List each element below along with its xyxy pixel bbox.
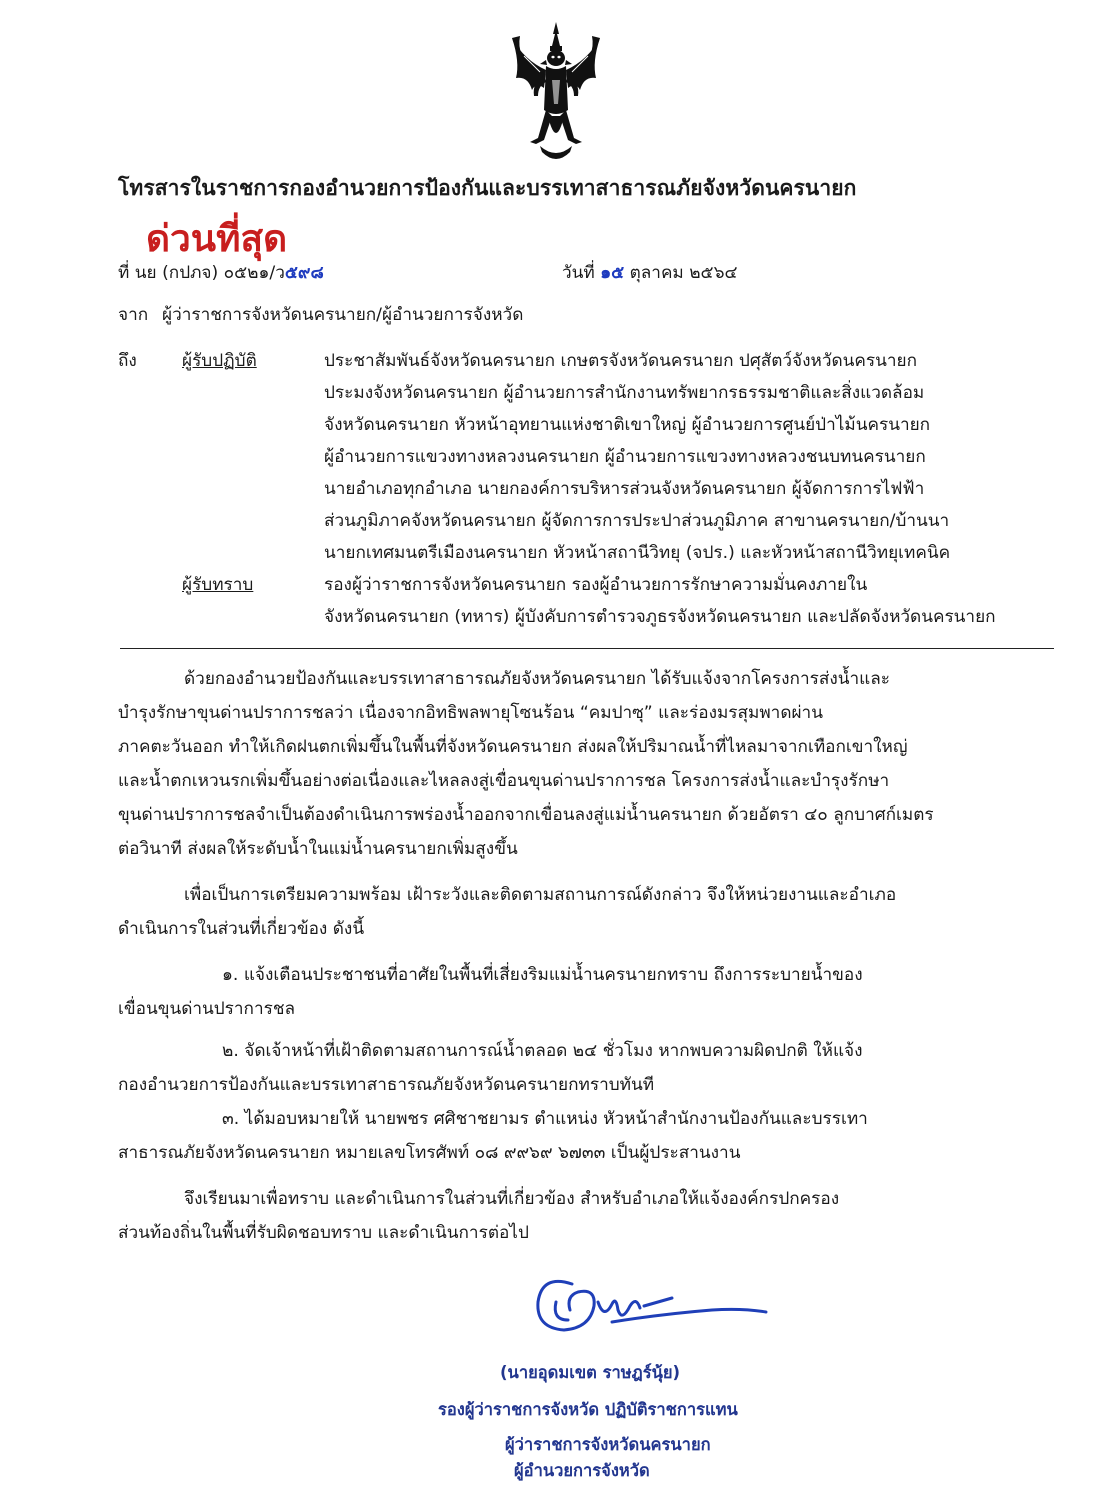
action-line-3: จังหวัดนครนายก หัวหน้าอุทยานแห่งชาติเขาใหญ่ ผู้อำนวยการศูนย์ป่าไม้นครนายก	[324, 415, 931, 435]
reference-prefix: ที่ นย (กปภจ) ๐๕๒๑/ว	[118, 263, 285, 283]
para1-line-3: ภาคตะวันออก ทำให้เกิดฝนตกเพิ่มขึ้นในพื้นที่จังหวัดนครนายก ส่งผลให้ปริมาณน้ำที่ไหลมาจากเทือกเขาใหญ่	[118, 737, 908, 757]
item3-line-1: ๓. ได้มอบหมายให้ นายพชร ศศิชาชยามร ตำแหน่ง หัวหน้าสำนักงานป้องกันและบรรเทา	[222, 1109, 868, 1129]
item3-line-2: สาธารณภัยจังหวัดนครนายก หมายเลขโทรศัพท์ ๐๘ ๙๙๖๙ ๖๗๓๓ เป็นผู้ประสานงาน	[118, 1143, 741, 1163]
document-title: โทรสารในราชการกองอำนวยการป้องกันและบรรเทาสาธารณภัยจังหวัดนครนายก	[118, 176, 857, 200]
document-date	[562, 258, 738, 286]
para1-line-4: และน้ำตกเหวนรกเพิ่มขึ้นอย่างต่อเนื่องและไหลลงสู่เขื่อนขุนด่านปราการชล โครงการส่งน้ำและบำรุงรักษา	[118, 771, 890, 791]
para1-line-1: ด้วยกองอำนวยป้องกันและบรรเทาสาธารณภัยจังหวัดนครนายก ได้รับแจ้งจากโครงการส่งน้ำและ	[184, 669, 890, 689]
date-day: ๑๕	[600, 263, 625, 283]
from-label: จาก	[118, 305, 149, 325]
to-label: ถึง	[118, 351, 137, 371]
signatory-position-2: ผู้ว่าราชการจังหวัดนครนายก	[505, 1435, 711, 1454]
action-line-4: ผู้อำนวยการแขวงทางหลวงนครนายก ผู้อำนวยการแขวงทางหลวงชนบทนครนายก	[324, 447, 926, 467]
reference-number	[118, 258, 324, 286]
para1-line-6: ต่อวินาที ส่งผลให้ระดับน้ำในแม่น้ำนครนายกเพิ่มสูงขึ้น	[118, 839, 518, 859]
signatory-name: (นายอุดมเขต ราษฎร์นุ้ย)	[500, 1363, 681, 1382]
date-month-year: ตุลาคม ๒๕๖๔	[629, 263, 738, 283]
divider	[120, 648, 1054, 649]
info-line-1: รองผู้ว่าราชการจังหวัดนครนายก รองผู้อำนวยการรักษาความมั่นคงภายใน	[324, 575, 868, 595]
from-value: ผู้ว่าราชการจังหวัดนครนายก/ผู้อำนวยการจังหวัด	[162, 305, 524, 325]
info-recipients-label: ผู้รับทราบ	[182, 575, 254, 595]
item1-line-1: ๑. แจ้งเตือนประชาชนที่อาศัยในพื้นที่เสี่ยงริมแม่น้ำนครนายกทราบ ถึงการระบายน้ำของ	[222, 965, 863, 985]
action-recipients-label: ผู้รับปฏิบัติ	[182, 351, 257, 371]
urgency-stamp: ด่วนที่สุด	[146, 217, 288, 260]
action-line-6: ส่วนภูมิภาคจังหวัดนครนายก ผู้จัดการการประปาส่วนภูมิภาค สาขานครนายก/บ้านนา	[324, 511, 950, 531]
action-line-1: ประชาสัมพันธ์จังหวัดนครนายก เกษตรจังหวัดนครนายก ปศุสัตว์จังหวัดนครนายก	[324, 351, 918, 371]
signatory-position-1: รองผู้ว่าราชการจังหวัด ปฏิบัติราชการแทน	[438, 1400, 738, 1419]
para1-line-2: บำรุงรักษาขุนด่านปราการชลว่า เนื่องจากอิทธิพลพายุโซนร้อน “คมปาซุ” และร่องมรสุมพาดผ่าน	[118, 703, 823, 723]
action-line-5: นายอำเภอทุกอำเภอ นายกองค์การบริหารส่วนจังหวัดนครนายก ผู้จัดการการไฟฟ้า	[324, 479, 925, 499]
closing-line-1: จึงเรียนมาเพื่อทราบ และดำเนินการในส่วนที่เกี่ยวข้อง สำหรับอำเภอให้แจ้งองค์กรปกครอง	[184, 1189, 840, 1209]
handwritten-signature	[512, 1262, 772, 1352]
date-prefix: วันที่	[562, 263, 595, 283]
item2-line-1: ๒. จัดเจ้าหน้าที่เฝ้าติดตามสถานการณ์น้ำตลอด ๒๔ ชั่วโมง หากพบความผิดปกติ ให้แจ้ง	[222, 1041, 863, 1061]
closing-line-2: ส่วนท้องถิ่นในพื้นที่รับผิดชอบทราบ และดำเนินการต่อไป	[118, 1223, 529, 1243]
para2-line-1: เพื่อเป็นการเตรียมความพร้อม เฝ้าระวังและติดตามสถานการณ์ดังกล่าว จึงให้หน่วยงานและอำเภอ	[184, 885, 897, 905]
garuda-emblem-icon	[510, 20, 602, 170]
action-line-7: นายกเทศมนตรีเมืองนครนายก หัวหน้าสถานีวิทยุ (จปร.) และหัวหน้าสถานีวิทยุเทคนิค	[324, 543, 951, 563]
item1-line-2: เขื่อนขุนด่านปราการชล	[118, 999, 296, 1019]
info-line-2: จังหวัดนครนายก (ทหาร) ผู้บังคับการตำรวจภูธรจังหวัดนครนายก และปลัดจังหวัดนครนายก	[324, 607, 996, 627]
action-line-2: ประมงจังหวัดนครนายก ผู้อำนวยการสำนักงานทรัพยากรธรรมชาติและสิ่งแวดล้อม	[324, 383, 925, 403]
item2-line-2: กองอำนวยการป้องกันและบรรเทาสาธารณภัยจังหวัดนครนายกทราบทันที	[118, 1075, 655, 1095]
para1-line-5: ขุนด่านปราการชลจำเป็นต้องดำเนินการพร่องน้ำออกจากเขื่อนลงสู่แม่น้ำนครนายก ด้วยอัตรา ๔๐ ลูกบาศก์เมตร	[118, 805, 934, 825]
signatory-position-3: ผู้อำนวยการจังหวัด	[514, 1461, 650, 1480]
para2-line-2: ดำเนินการในส่วนที่เกี่ยวข้อง ดังนี้	[118, 919, 365, 939]
reference-handwritten-number: ๕๙๘	[284, 263, 324, 283]
